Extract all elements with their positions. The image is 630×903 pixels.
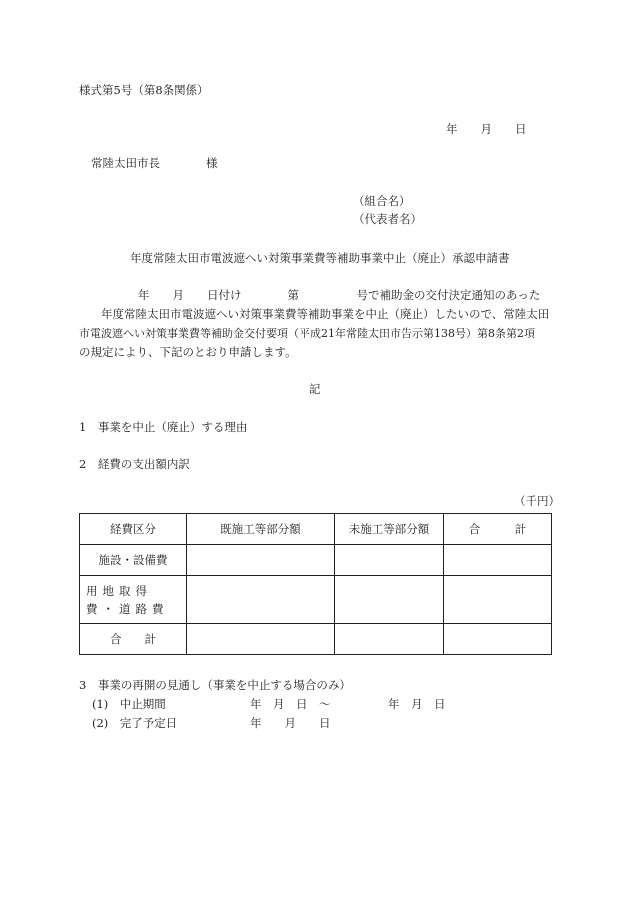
- table-cell: [335, 545, 444, 576]
- org-name-label: （組合名）: [353, 194, 411, 208]
- suspension-period-label: (1) 中止期間: [92, 697, 166, 711]
- table-cell: [187, 624, 335, 655]
- table-row: [80, 576, 552, 624]
- table-cell: [335, 576, 444, 624]
- body-line-4: の規定により、下記のとおり申請します。: [79, 345, 297, 359]
- document-title: 年度常陸太田市電波遮へい対策事業費等補助事業中止（廃止）承認申請書: [130, 251, 510, 265]
- section-1-heading: 1 事業を中止（廃止）する理由: [79, 420, 248, 434]
- completion-date-label: (2) 完了予定日: [92, 716, 178, 730]
- row-label-land-road: 用地取得費・道路費: [80, 576, 187, 624]
- completion-date-value: 年 月 日: [250, 716, 331, 730]
- table-cell: [187, 545, 335, 576]
- row-label-total: 合 計: [80, 624, 187, 655]
- body-line-3: 市電波遮へい対策事業費等補助金交付要項（平成21年常陸太田市告示第138号）第8条第2項: [79, 327, 535, 340]
- table-cell: [335, 624, 444, 655]
- table-cell: [444, 545, 552, 576]
- body-line-2: 年度常陸太田市電波遮へい対策事業費等補助事業を中止（廃止）したいので、常陸太田: [101, 307, 550, 321]
- expense-table: [79, 513, 552, 655]
- table-row: [80, 545, 552, 576]
- header-category: 経費区分: [80, 514, 187, 545]
- section-3-heading: 3 事業の再開の見通し（事業を中止する場合のみ）: [79, 678, 351, 692]
- row-label-facilities: 施設・設備費: [80, 545, 187, 576]
- body-line-1: 年 月 日付け 第 号で補助金の交付決定通知のあった: [138, 288, 541, 302]
- table-cell: [187, 576, 335, 624]
- table-row: [80, 624, 552, 655]
- table-cell: [444, 576, 552, 624]
- header-total: 合 計: [444, 514, 552, 545]
- ki-marker: 記: [309, 382, 321, 396]
- unit-label: （千円）: [514, 494, 560, 508]
- table-cell: [444, 624, 552, 655]
- header-completed: 既施工等部分額: [187, 514, 335, 545]
- header-uncompleted: 未施工等部分額: [335, 514, 444, 545]
- form-number: 様式第5号（第8条関係）: [79, 83, 209, 97]
- addressee: 常陸太田市長 様: [91, 156, 218, 170]
- table-header-row: [80, 514, 552, 545]
- representative-label: （代表者名）: [353, 212, 422, 226]
- suspension-period-value: 年 月 日 〜 年 月 日: [250, 697, 446, 711]
- section-2-heading: 2 経費の支出額内訳: [79, 457, 190, 471]
- date-line: 年 月 日: [446, 122, 527, 136]
